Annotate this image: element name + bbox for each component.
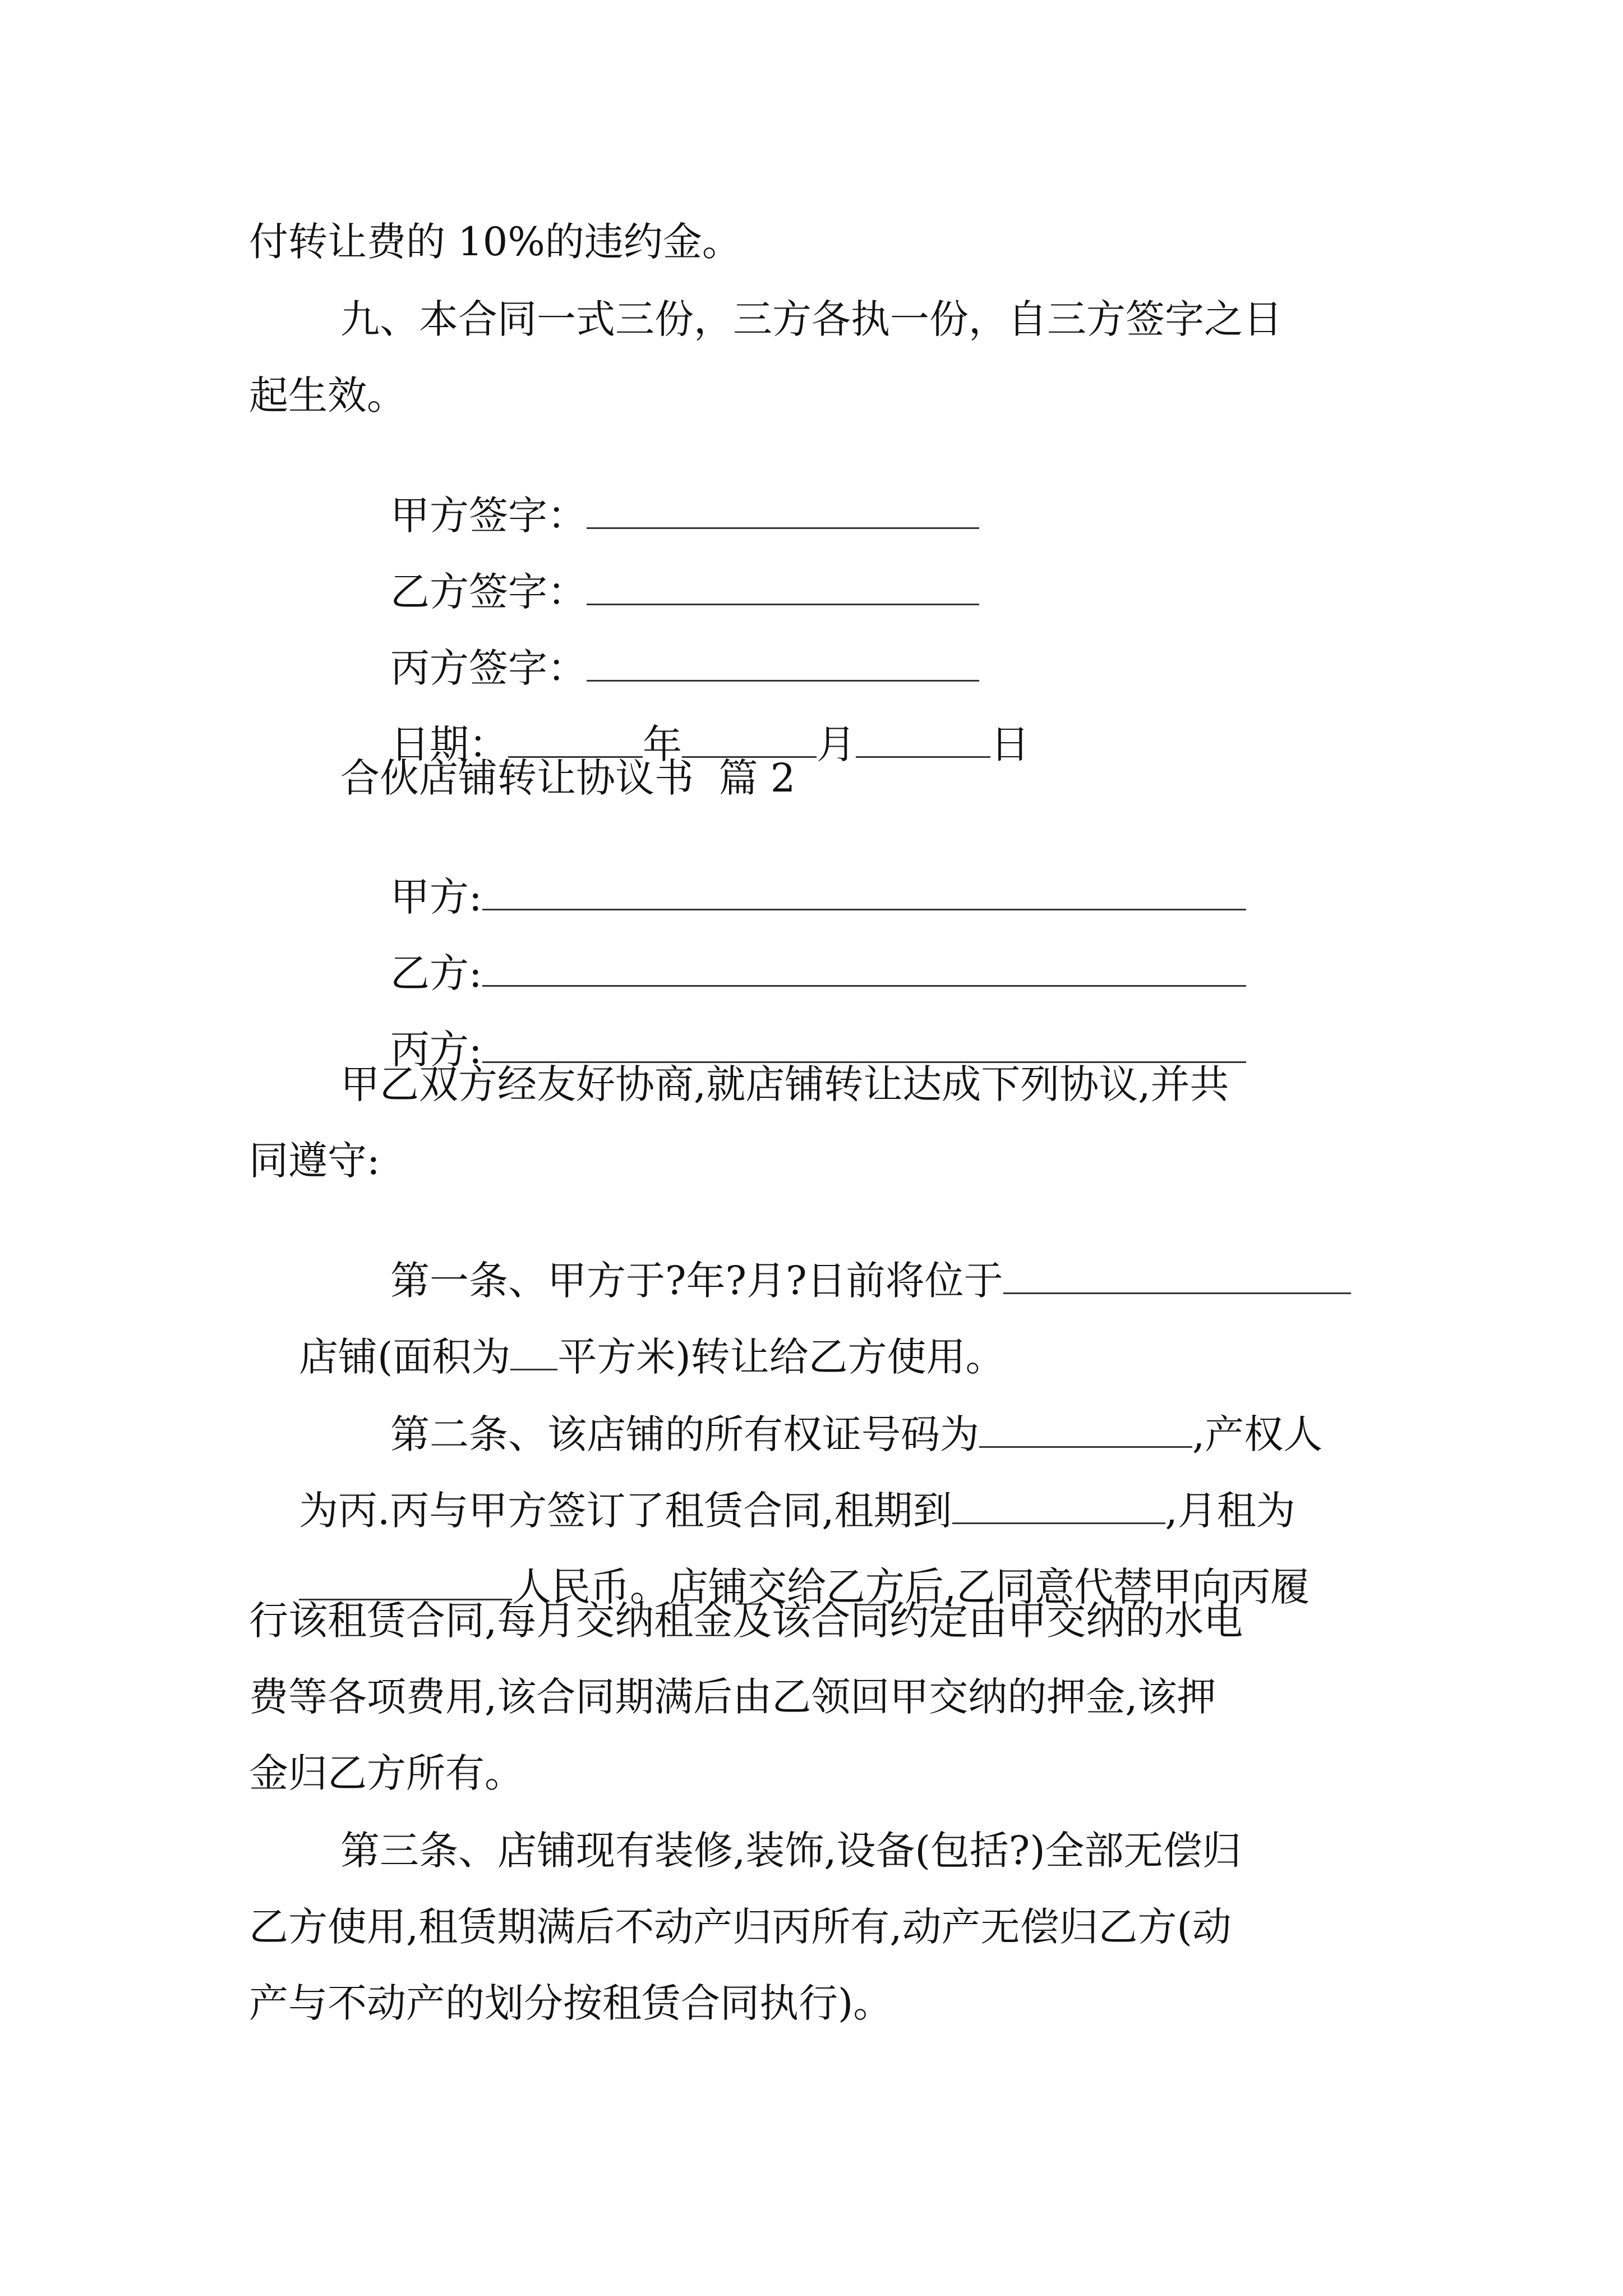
party-a-label: 甲方: [390, 874, 482, 920]
party-b-row [340, 911, 1246, 996]
article-two-text-2: ,产权人 [1192, 1411, 1323, 1457]
date-label: 日期： [390, 721, 509, 767]
monthly-rent-blank [299, 1564, 512, 1600]
party-a-row [340, 835, 1246, 920]
article-two-line-6: 金归乙方所有。 [249, 1750, 524, 1796]
party-c-label: 丙方: [390, 1027, 482, 1073]
clause-nine-line-1: 九、本合同一式三份，三方各执一份，自三方签字之日 [340, 296, 1283, 342]
signature-a-row [340, 453, 979, 539]
article-one-line-2 [249, 1295, 1005, 1380]
party-b-blank [482, 950, 1246, 987]
party-a-blank [482, 874, 1246, 910]
article-one-area-suffix: 平方米)转让给乙方使用。 [557, 1334, 1005, 1380]
signature-b-blank [587, 569, 979, 605]
article-one-area-blank [510, 1334, 557, 1370]
certificate-number-blank [979, 1411, 1192, 1448]
preamble-line-1: 甲乙双方经友好协商,就店铺转让达成下列协议,并共 [340, 1061, 1229, 1107]
article-two-text-4: ,月租为 [1165, 1488, 1295, 1534]
article-one-text: 第一条、甲方于?年?月?日前将位于 [390, 1258, 1003, 1304]
date-year-blank [508, 721, 643, 758]
party-c-blank [482, 1027, 1246, 1063]
article-one-line-1 [340, 1218, 1351, 1304]
article-one-location-blank [1003, 1258, 1351, 1294]
date-year-label: 年 [643, 721, 683, 767]
party-c-row [340, 987, 1246, 1073]
signature-c-label: 丙方签字： [390, 645, 587, 691]
date-month-blank [682, 721, 817, 758]
preamble-line-2: 同遵守: [249, 1138, 380, 1184]
signature-c-blank [587, 645, 979, 682]
article-two-text-3: 为丙.丙与甲方签订了租赁合同,租期到 [299, 1488, 952, 1534]
date-row [340, 682, 1030, 767]
lease-term-blank [952, 1488, 1165, 1524]
article-three-line-2: 乙方使用,租赁期满后不动产归丙所有,动产无偿归乙方(动 [249, 1904, 1232, 1950]
clause-nine-line-2: 起生效。 [249, 372, 406, 418]
signature-a-blank [587, 493, 979, 529]
article-three-line-1: 第三条、店铺现有装修,装饰,设备(包括?)全部无偿归 [340, 1828, 1242, 1874]
signature-b-label: 乙方签字： [390, 569, 587, 615]
date-day-label: 日 [990, 721, 1030, 767]
date-month-label: 月 [817, 721, 856, 767]
signature-a-label: 甲方签字： [390, 493, 587, 539]
article-two-text-1: 第二条、该店铺的所有权证号码为 [390, 1411, 980, 1457]
article-two-line-1 [340, 1372, 1323, 1457]
party-b-label: 乙方: [390, 950, 482, 996]
article-two-line-5: 费等各项费用,该合同期满后由乙领回甲交纳的押金,该押 [249, 1674, 1216, 1720]
article-two-line-4: 行该租赁合同,每月交纳租金及该合同约定由甲交纳的水电 [249, 1598, 1243, 1644]
date-day-blank [856, 721, 990, 758]
article-three-line-3: 产与不动产的划分按租赁合同执行)。 [249, 1980, 893, 2026]
article-one-area-prefix: 店铺(面积为 [299, 1334, 511, 1380]
section-title-2: 合伙店铺转让协议书 篇 2 [340, 755, 796, 801]
article-two-text-5: 人民币。店铺交给乙方后,乙同意代替甲向丙履 [512, 1564, 1310, 1610]
article-two-line-3 [249, 1525, 1310, 1610]
signature-b-row [340, 530, 979, 615]
text-line-penalty: 付转让费的 10%的违约金。 [249, 219, 741, 265]
article-two-line-2 [249, 1448, 1295, 1534]
signature-c-row [340, 606, 979, 691]
